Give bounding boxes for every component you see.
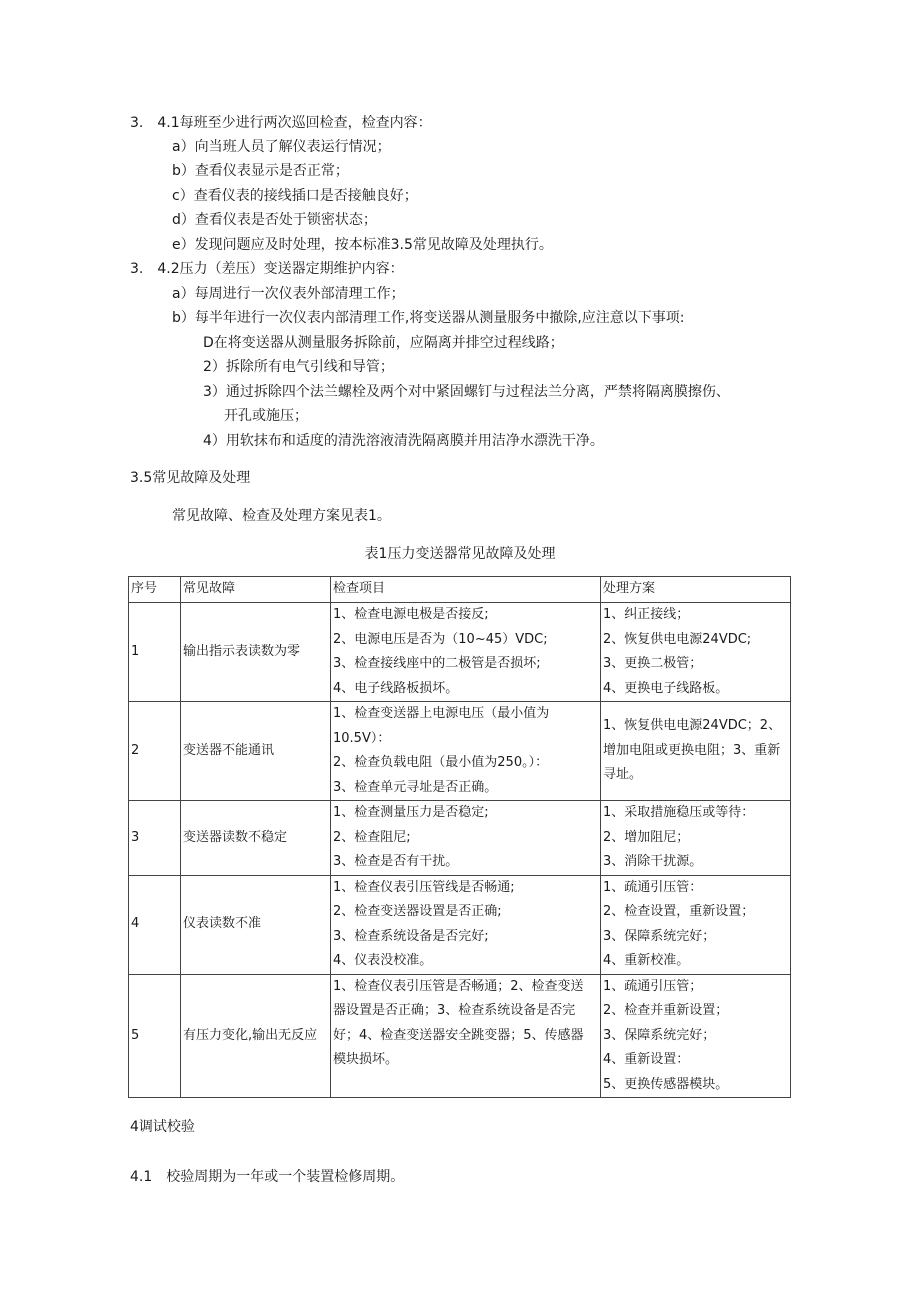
list-item: a）向当班人员了解仪表运行情况； <box>172 139 391 155</box>
check-line: 3、检查单元寻址是否正确。 <box>333 779 498 795</box>
check-line: 4、仪表没校准。 <box>333 953 433 968</box>
table-caption: 表1压力变送器常见故障及处理 <box>364 546 556 562</box>
row-no: 2 <box>129 702 181 801</box>
solution-line: 3、消除干扰源。 <box>603 854 703 869</box>
table-row <box>129 603 791 702</box>
row-no: 4 <box>129 875 181 974</box>
check-line: 2、检查阻尼; <box>333 829 411 845</box>
section-341-heading: 3. 4.1每班至少进行两次巡回检查，检查内容： <box>130 115 432 131</box>
solution-line: 2、恢复供电电源24VDC; <box>603 631 752 647</box>
row-solutions <box>601 801 791 876</box>
row-checks <box>331 603 601 702</box>
check-line: 2、检查变送器设置是否正确; <box>333 904 502 919</box>
list-item: a）每周进行一次仪表外部清理工作； <box>172 286 405 302</box>
row-solutions <box>601 974 791 1098</box>
section-342-heading: 3. 4.2压力（差压）变送器定期维护内容： <box>130 261 404 277</box>
row-solutions <box>601 702 791 801</box>
solution-line: 4、更换电子线路板。 <box>603 680 729 696</box>
solution-line: 1、疏通引压管： <box>603 879 703 895</box>
solution-line: 1、纠正接线； <box>603 607 690 622</box>
row-fault: 变送器不能通讯 <box>181 702 331 801</box>
row-checks <box>331 875 601 974</box>
solution-line: 2、检查设置，重新设置； <box>603 904 755 919</box>
solution-line: 5、更换传感器模块。 <box>603 1076 729 1092</box>
check-line: 器设置是否正确；3、检查系统设备是否完 <box>333 1003 576 1018</box>
header-checks: 检查项目 <box>331 577 601 603</box>
check-line: 4、电子线路板损坏。 <box>333 680 459 696</box>
row-no: 3 <box>129 801 181 876</box>
check-line: 1、检查仪表引压管是否畅通；2、检查变送 <box>333 978 584 994</box>
solution-line: 1、采取措施稳压或等待： <box>603 805 755 820</box>
check-line: 3、检查接线座中的二极管是否损坏; <box>333 656 541 671</box>
section-4-heading: 4调试校验 <box>130 1119 195 1135</box>
row-solutions <box>601 603 791 702</box>
check-line: 3、检查是否有干扰。 <box>333 854 459 869</box>
solution-line: 2、检查并重新设置； <box>603 1003 729 1018</box>
table-row <box>129 801 791 876</box>
list-item: b）每半年进行一次仪表内部清理工作,将变送器从测量服务中撤除,应注意以下事项: <box>172 310 685 326</box>
check-line: 1、检查电源电极是否接反; <box>333 607 489 622</box>
check-line: 2、电源电压是否为（10~45）VDC; <box>333 631 548 647</box>
row-fault: 仪表读数不准 <box>181 875 331 974</box>
row-fault: 有压力变化,输出无反应 <box>181 974 331 1098</box>
check-line: 3、检查系统设备是否完好; <box>333 928 489 944</box>
table-row <box>129 875 791 974</box>
row-checks <box>331 801 601 876</box>
solution-line: 4、重新校准。 <box>603 953 690 968</box>
section-35-intro: 常见故障、检查及处理方案见表1。 <box>172 508 391 524</box>
row-no: 5 <box>129 974 181 1098</box>
sub-list-item: 2）拆除所有电气引线和导管； <box>203 359 394 375</box>
check-line: 1、检查变送器上电源电压（最小值为 <box>333 706 550 721</box>
check-line: 2、检查负载电阻（最小值为250。）： <box>333 755 549 770</box>
solution-line: 1、恢复供电电源24VDC；2、 <box>603 718 782 734</box>
solution-line: 1、疏通引压管； <box>603 978 703 994</box>
list-item: c）查看仪表的接线插口是否接触良好； <box>172 188 418 204</box>
header-no: 序号 <box>129 577 181 603</box>
solution-line: 4、重新设置： <box>603 1052 690 1067</box>
row-solutions <box>601 875 791 974</box>
solution-line: 3、保障系统完好； <box>603 928 716 944</box>
solution-line: 寻址。 <box>603 767 643 783</box>
header-solutions: 处理方案 <box>601 577 791 603</box>
row-fault: 输出指示表读数为零 <box>181 603 331 702</box>
list-item: e）发现问题应及时处理，按本标准3.5常见故障及处理执行。 <box>172 237 553 253</box>
section-35-heading: 3.5常见故障及处理 <box>130 470 251 486</box>
sub-list-item: 4）用软抹布和适度的清洗溶液清洗隔离膜并用洁净水漂洗干净。 <box>203 433 604 449</box>
solution-line: 3、保障系统完好； <box>603 1027 716 1043</box>
faults-table <box>128 576 791 1098</box>
section-41-text: 4.1 校验周期为一年或一个装置检修周期。 <box>130 1169 405 1185</box>
table-header-row <box>129 577 791 603</box>
sub-list-item-continuation: 开孔或施压； <box>224 408 308 424</box>
list-item: d）查看仪表是否处于锁密状态； <box>172 212 377 228</box>
row-checks <box>331 974 601 1098</box>
check-line: 好；4、检查变送器安全跳变器；5、传感器 <box>333 1027 584 1043</box>
check-line: 模块损坏。 <box>333 1052 399 1067</box>
row-fault: 变送器读数不稳定 <box>181 801 331 876</box>
header-fault: 常见故障 <box>181 577 331 603</box>
list-item: b）查看仪表显示是否正常； <box>172 163 349 179</box>
solution-line: 3、更换二极管； <box>603 656 703 671</box>
check-line: 10.5V）： <box>333 730 391 746</box>
sub-list-item: D在将变送器从测量服务拆除前，应隔离并排空过程线路； <box>203 335 564 351</box>
row-checks <box>331 702 601 801</box>
table-row <box>129 974 791 1098</box>
solution-line: 增加电阻或更换电阻；3、重新 <box>603 742 781 758</box>
table-row <box>129 702 791 801</box>
check-line: 1、检查仪表引压管线是否畅通; <box>333 879 515 895</box>
row-no: 1 <box>129 603 181 702</box>
check-line: 1、检查测量压力是否稳定; <box>333 805 489 820</box>
sub-list-item: 3）通过拆除四个法兰螺栓及两个对中紧固螺钉与过程法兰分离，严禁将隔离膜擦伤、 <box>203 384 730 400</box>
solution-line: 2、增加阻尼； <box>603 829 690 845</box>
